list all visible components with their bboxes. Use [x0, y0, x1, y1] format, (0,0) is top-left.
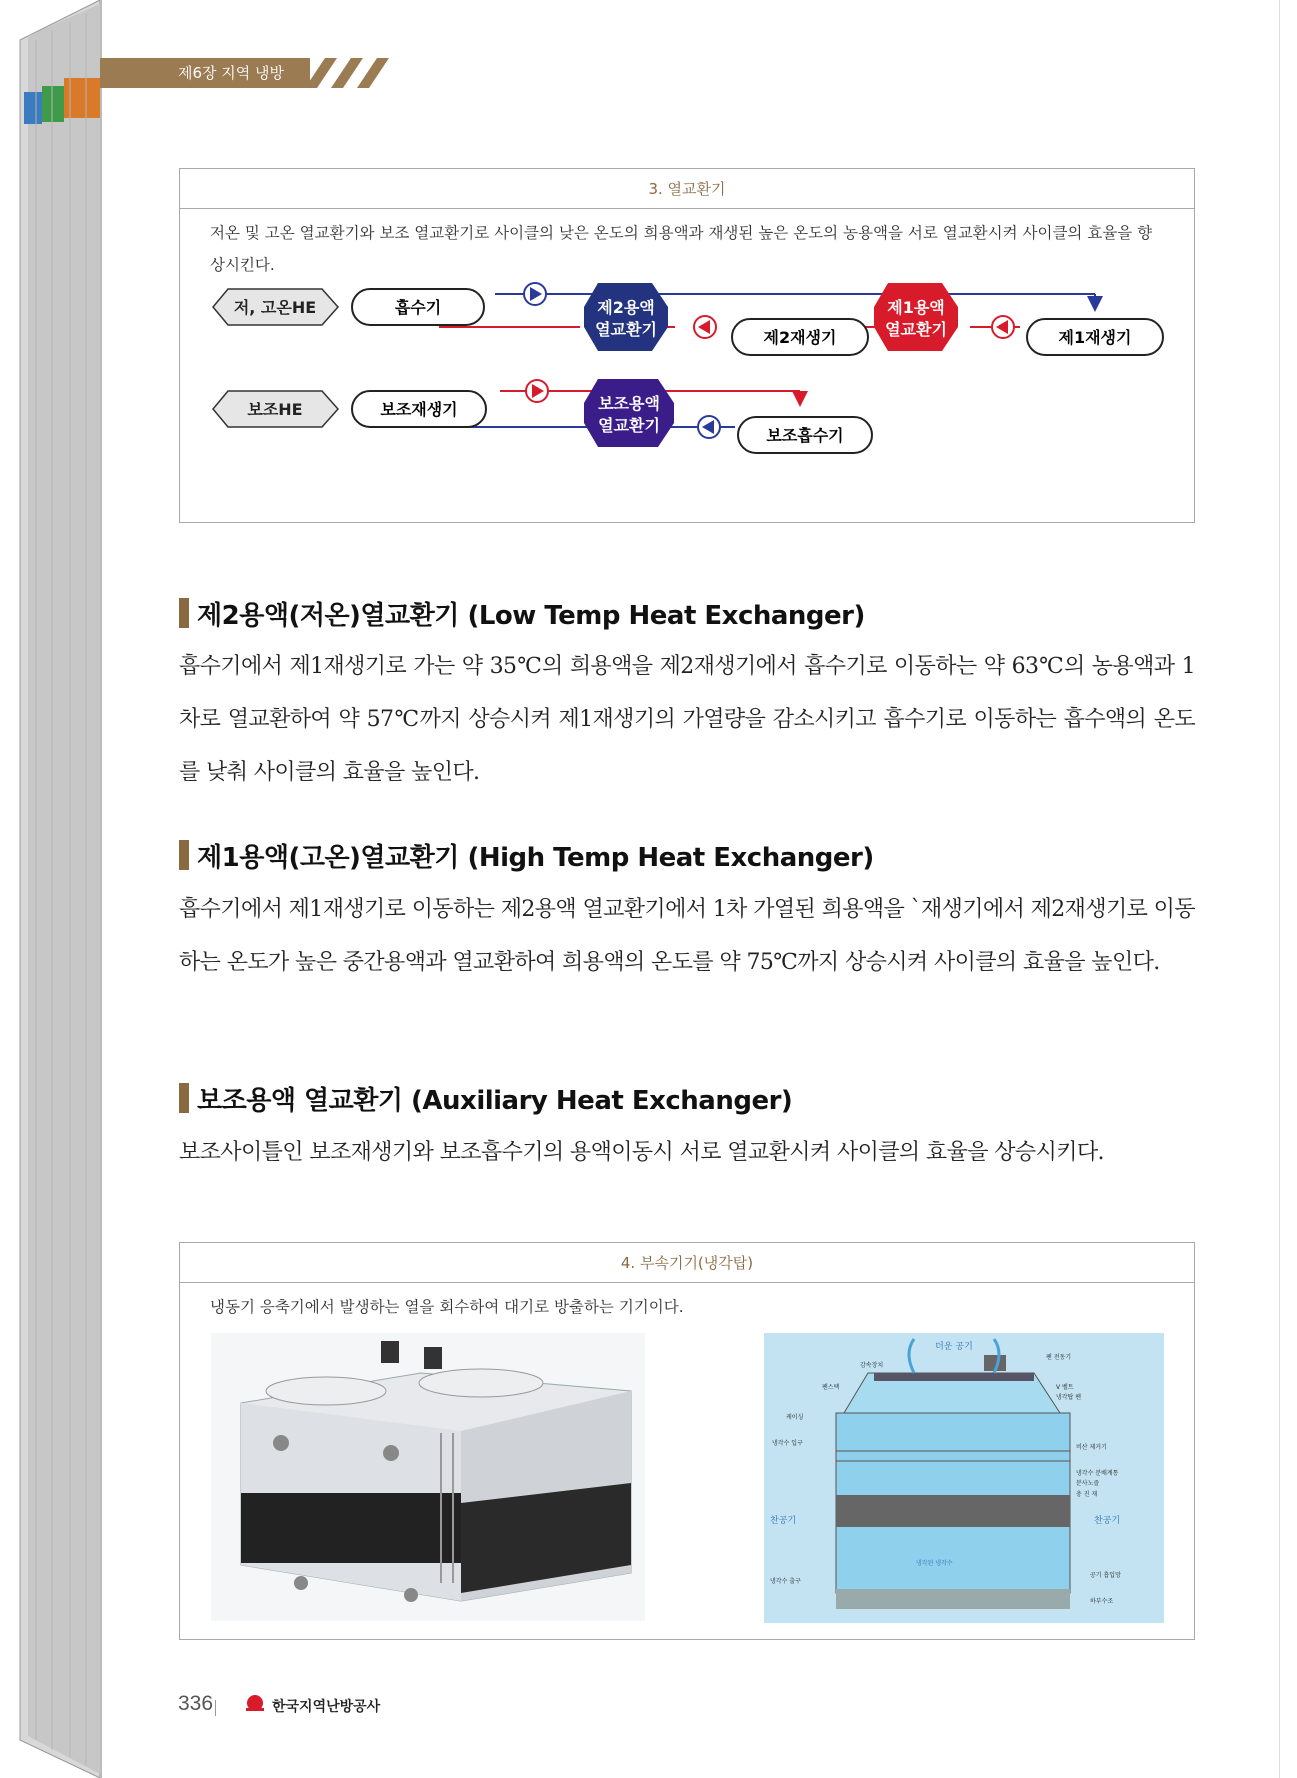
- label-cold-air-right: 찬공기: [1094, 1516, 1121, 1526]
- aux-abs-text: 보조흡수기: [766, 426, 844, 445]
- cooling-tower-diagram: [764, 1333, 1164, 1623]
- page-number: 336: [178, 1692, 214, 1715]
- section-heading-high-temp: [179, 837, 874, 874]
- section-heading-auxiliary: [179, 1080, 792, 1117]
- label-water-in: 냉각수 입구: [772, 1440, 803, 1447]
- company-name: 한국지역난방공사: [272, 1699, 381, 1715]
- pump-icon: [524, 283, 546, 305]
- hx1-line2: 열교환기: [885, 320, 947, 339]
- section-heading-low-temp: [179, 595, 865, 632]
- heat-exchanger-diagram: [180, 279, 1196, 519]
- chapter-tab: [100, 58, 310, 88]
- label-basin: 하부수조: [1090, 1598, 1114, 1605]
- chapter-slash-decoration: [305, 58, 395, 88]
- hx2-line1: 제2용액: [597, 298, 655, 317]
- label-cold-air-left: 찬공기: [770, 1516, 797, 1526]
- aux-gen-text: 보조재생기: [380, 400, 458, 419]
- paragraph-low-temp: 흡수기에서 제1재생기로 가는 약 35℃의 희용액을 제2재생기에서 흡수기로 이동하는 약 63℃의 농용액과 1차로 열교환하여 약 57℃까지 상승시켜 제1재생기의 가열량을 감소시키고 흡수기로 이동하는 흡수액의 온도를 낮춰 사이클의 효율을 높인다.: [179, 654, 1195, 785]
- box-title: 4. 부속기기(냉각탑): [180, 1243, 1194, 1283]
- label-fan: 냉각탑 팬: [1056, 1394, 1082, 1401]
- box-title: 3. 열교환기: [180, 169, 1194, 209]
- heat-exchanger-box: [179, 168, 1195, 523]
- paragraph-high-temp: 흡수기에서 제1재생기로 이동하는 제2용액 열교환기에서 1차 가열된 희용액을 `재생기에서 제2재생기로 이동하는 온도가 높은 중간용액과 열교환하여 희용액의 온도를 약 75℃까지 상승시켜 사이클의 효율을 높인다.: [179, 897, 1195, 975]
- pump-icon: [992, 316, 1014, 338]
- book-edge: [0, 0, 104, 1778]
- heading-text: 제2용액(저온)열교환기 (Low Temp Heat Exchanger): [197, 601, 865, 631]
- gen2-text: 제2재생기: [763, 328, 837, 347]
- label-casing: 케이싱: [786, 1414, 804, 1421]
- chapter-label: 제6장 지역 냉방: [178, 64, 285, 82]
- footer-separator: [215, 1700, 216, 1716]
- label-hot-air: 더운 공기: [935, 1342, 973, 1352]
- box-description: 냉동기 응축기에서 발생하는 열을 회수하여 대기로 방출하는 기기이다.: [210, 1298, 684, 1316]
- pump-icon: [694, 316, 716, 338]
- he-main-text: 저, 고온HE: [233, 298, 317, 317]
- hx2-line2: 열교환기: [595, 320, 657, 339]
- gen1-text: 제1재생기: [1058, 328, 1132, 347]
- label-fan-stack: 팬스택: [822, 1384, 840, 1391]
- label-eliminator: 비산 제거기: [1076, 1444, 1107, 1451]
- label-v-belt: V 벨트: [1056, 1384, 1074, 1391]
- label-nozzle: 분사노즐: [1076, 1480, 1100, 1487]
- cooling-tower-box: [179, 1242, 1195, 1640]
- label-distribution: 냉각수 분배계통: [1076, 1470, 1119, 1477]
- he-aux-text: 보조HE: [247, 400, 303, 419]
- label-cooled-water: 냉각된 냉각수: [916, 1560, 953, 1567]
- he-main-label: [213, 289, 338, 325]
- company-logo-icon: [244, 1694, 266, 1714]
- label-reducer: 감속장치: [860, 1362, 884, 1369]
- pump-icon: [698, 416, 720, 438]
- label-fan-motor: 팬 전동기: [1046, 1354, 1072, 1361]
- box-description: 저온 및 고온 열교환기와 보조 열교환기로 사이클의 낮은 온도의 희용액과 재생된 높은 온도의 농용액을 서로 열교환시켜 사이클의 효율을 향상시킨다.: [210, 224, 1153, 274]
- absorber-text: 흡수기: [394, 298, 442, 317]
- heading-text: 제1용액(고온)열교환기 (High Temp Heat Exchanger): [197, 843, 874, 873]
- label-louver: 공기 흡입망: [1090, 1572, 1121, 1579]
- pump-icon: [526, 380, 548, 402]
- cooling-tower-photo: [211, 1333, 645, 1621]
- hx-aux-line1: 보조용액: [598, 394, 660, 413]
- heading-text: 보조용액 열교환기 (Auxiliary Heat Exchanger): [197, 1086, 793, 1116]
- he-aux-label: [213, 391, 338, 427]
- label-fill: 충 진 재: [1076, 1491, 1098, 1498]
- hx1-line1: 제1용액: [887, 298, 945, 317]
- label-water-out: 냉각수 출구: [770, 1578, 801, 1585]
- hx-aux-line2: 열교환기: [598, 416, 660, 435]
- paragraph-auxiliary: 보조사이틀인 보조재생기와 보조흡수기의 용액이동시 서로 열교환시켜 사이클의 효율을 상승시키다.: [179, 1140, 1104, 1165]
